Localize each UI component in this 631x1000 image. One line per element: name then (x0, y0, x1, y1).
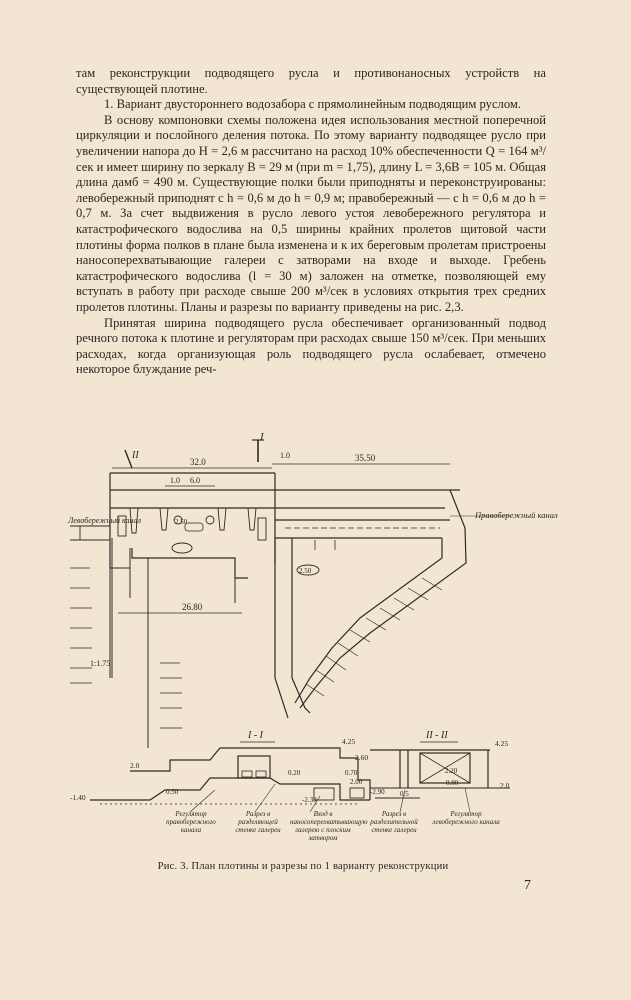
elev-250-right: 2.50 (299, 567, 312, 575)
s2-elev-220: 2.20 (445, 767, 458, 775)
s2-elev-080: 0.80 (446, 779, 459, 787)
paragraph-3: В основу компоновки схемы положена идея использования местной поперечной циркуляции и послойного деления потока. По этому варианту подводящее русло при увеличении напора до H = 2,6 м рассчитано на расход 10% обеспеченности Q = 164 м³/сек и имеет ширину по зеркалу B = 29 м (при m = 1,75), длину L = 3,6B = 105 м. Общая длина дамб = 490 м. Существующие полки были приподняты и переконструированы: левобережный приподнят с h = 0,6 м до h = 0,9 м; правобережный — с h = 0,6 м до h = 0,7 м. За счет выдвижения в русло левого устоя левобережного регулятора и катастрофического водослива на 0,5 ширины крайних пролетов щитовой части плотины форма полков в плане была изменена и к их береговым пролетам пристроены наносоперехватывающие галереи с затворами на входе и выходе. Гребень катастрофического водослива (l = 30 м) заложен на отметке, позволяющей ему вступать в работу при расходе свыше 200 м³/сек в условиях открытия трех средних пролетов плотины. Планы и разрезы по варианту приведены на рис. 2,3. (76, 112, 546, 314)
elev-250-left: 2.50 (175, 518, 188, 526)
s1-elev-260: 2.60 (355, 753, 369, 762)
dim-1-0: 1.0 (170, 476, 180, 485)
s1-elev-050: 0.50 (166, 788, 179, 796)
dim-right-1-0: 1.0 (280, 451, 290, 460)
s2-elev-20: 2.0 (500, 781, 510, 790)
s2-callout-2: Регулятор левобережного канала (432, 810, 500, 826)
slope-label: 1:1.75 (90, 659, 111, 668)
dim-3550: 35.50 (355, 453, 376, 463)
dim-6-0: 6.0 (190, 476, 200, 485)
figure-caption: Рис. 3. План плотины и разрезы по 1 варианту реконструкции (157, 861, 449, 872)
s2-elev-05: 0.5 (400, 790, 409, 798)
s1-callout-1: Регулятор правобережного канала (166, 810, 216, 834)
section-i-i (70, 730, 370, 852)
s2-elev-425: 4.25 (495, 739, 509, 748)
section-mark-i: I (260, 431, 264, 443)
section-1-title: I - I (248, 730, 263, 741)
left-canal-label: Левобережный канал (68, 516, 141, 525)
page-number: 7 (524, 878, 531, 893)
s2-elev-m290: -2.90 (370, 788, 385, 796)
s1-elev-070: 0.70 (345, 769, 358, 777)
body-text (76, 66, 546, 378)
s1-elev-020: 0.20 (288, 769, 301, 777)
paragraph-2: 1. Вариант двустороннего водозабора с прямолинейным подводящим руслом. (104, 97, 521, 112)
s2-callout-1: Разрез в разделительной стенке галереи (370, 810, 418, 834)
dim-32: 32.0 (190, 457, 206, 467)
s1-elev-20: 2.0 (130, 761, 140, 770)
s1-elev-200: 2.00 (350, 778, 363, 786)
dim-2680: 26.80 (182, 602, 203, 612)
section-mark-ii: II (132, 450, 139, 461)
right-canal-label: Правобережный канал (475, 510, 558, 520)
figure-3-drawing (68, 428, 558, 858)
section-ii-ii (362, 730, 510, 852)
plan-view (67, 431, 558, 748)
s1-elev-m140: -1.40 (70, 793, 86, 802)
paragraph-4: Принятая ширина подводящего русла обеспечивает организованный подвод речного потока к плотине и регуляторам при расходах свыше 150 м³/сек. При меньших расходах, когда организующая роль подводящего русла ослабевает, отмечено некоторое блуждание реч- (76, 315, 546, 377)
s1-callout-2: Разрез в разделяющей стенке галереи (235, 810, 281, 834)
s1-elev-425: 4.25 (342, 737, 356, 746)
paragraph-1: там реконструкции подводящего русла и противонаносных устройств на существующей плотине. (76, 66, 546, 96)
s1-callout-3: Вход в наносоперехватывающую галерею с плоским затвором (290, 810, 368, 842)
s1-elev-m230: -2.30 (302, 796, 317, 804)
section-2-title: II - II (426, 730, 448, 741)
